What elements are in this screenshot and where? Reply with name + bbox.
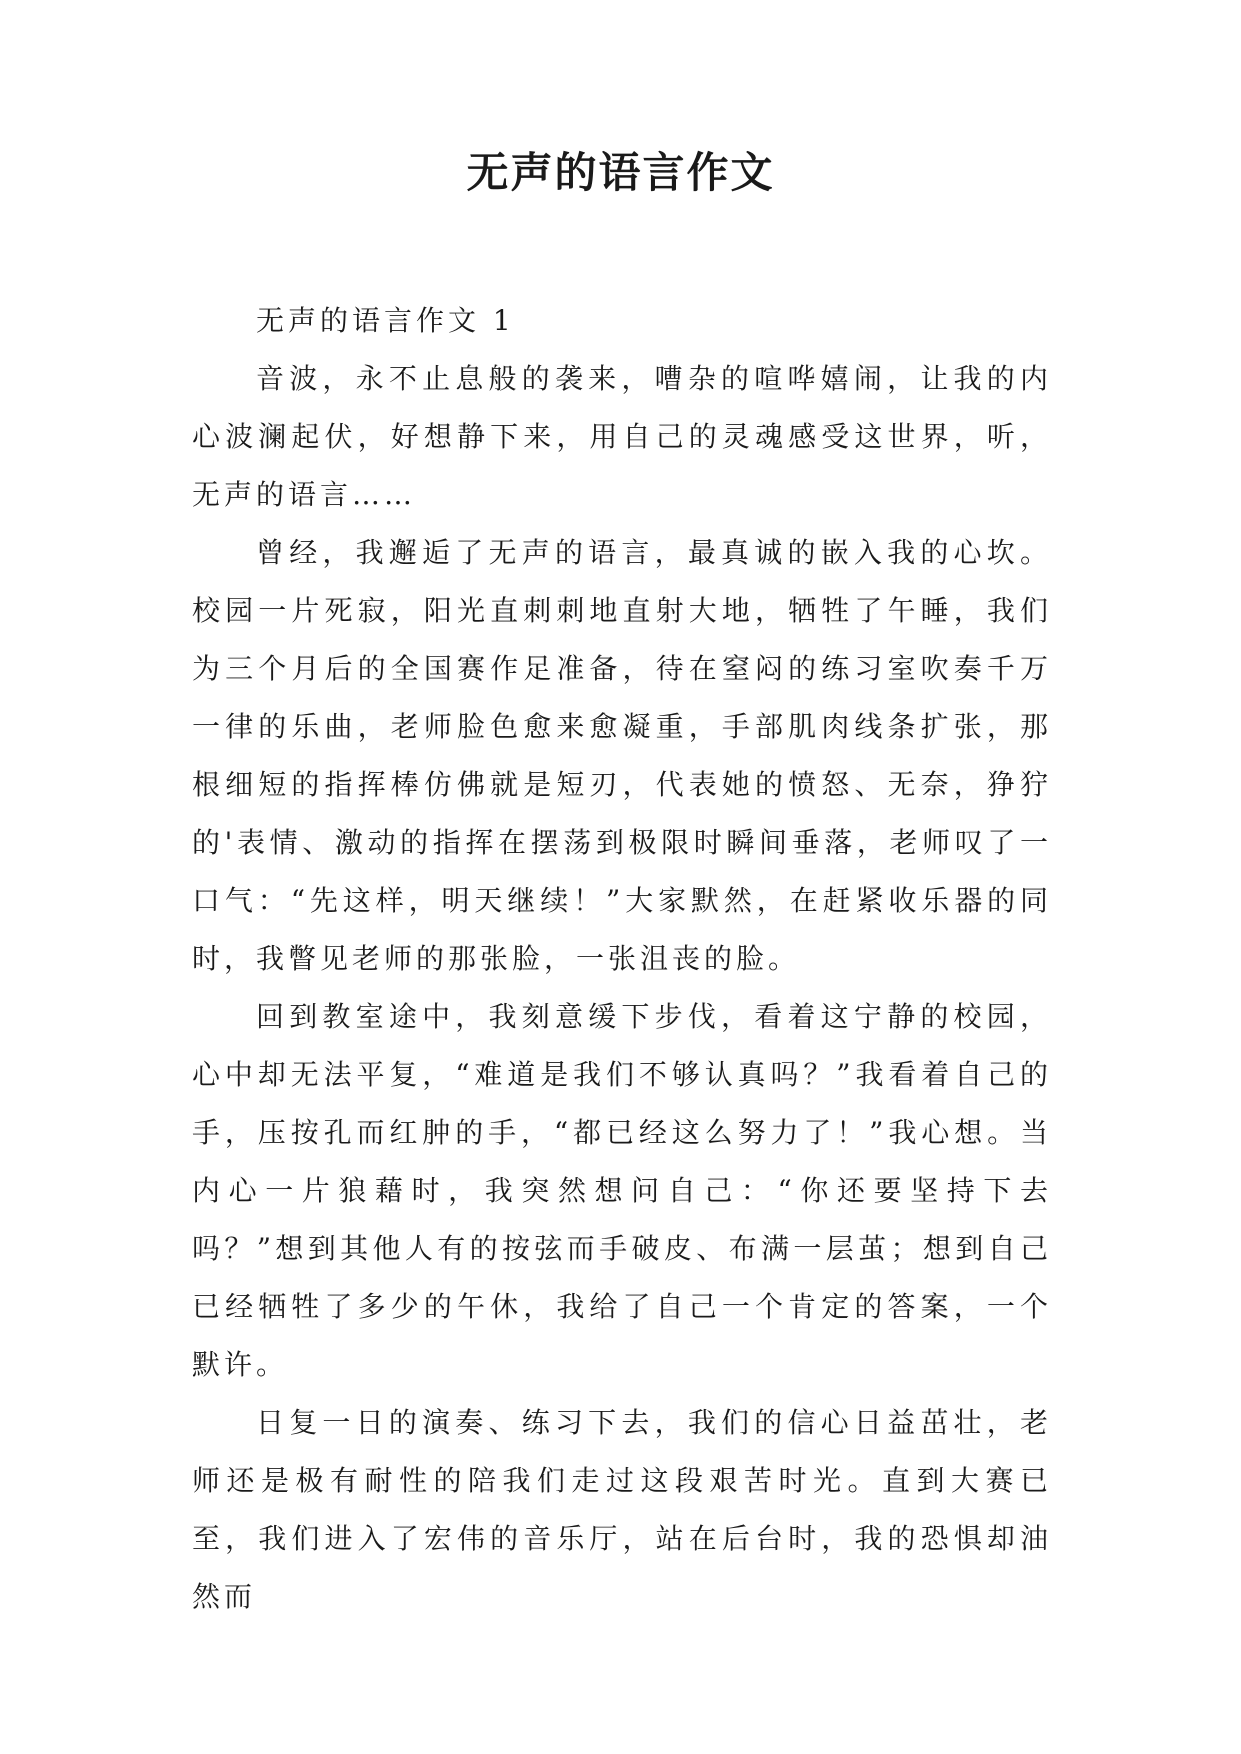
essay-subtitle: 无声的语言作文 1: [256, 304, 515, 337]
document-title: 无声的语言作文: [466, 148, 775, 197]
paragraph-2: 曾经，我邂逅了无声的语言，最真诚的嵌入我的心坎。校园一片死寂，阳光直刺刺地直射大地，牺牲了午睡，我们为三个月后的全国赛作足准备，待在窒闷的练习室吹奏千万一律的乐曲，老师脸色愈来愈凝重，手部肌肉线条扩张，那根细短的指挥棒仿佛就是短刃，代表她的愤怒、无奈，狰狞的'表情、激动的指挥在摆荡到极限时瞬间垂落，老师叹了一口气：“先这样，明天继续！”大家默然，在赶紧收乐器的同时，我瞥见老师的那张脸，一张沮丧的脸。: [192, 536, 1052, 975]
paragraph-4: 日复一日的演奏、练习下去，我们的信心日益茁壮，老师还是极有耐性的陪我们走过这段艰苦时光。直到大赛已至，我们进入了宏伟的音乐厅，站在后台时，我的恐惧却油然而: [192, 1406, 1052, 1613]
paragraph-1: 音波，永不止息般的袭来，嘈杂的喧哗嬉闹，让我的内心波澜起伏，好想静下来，用自己的灵魂感受这世界，听，无声的语言……: [192, 362, 1052, 511]
paragraph-3: 回到教室途中，我刻意缓下步伐，看着这宁静的校园，心中却无法平复，“难道是我们不够认真吗？”我看着自己的手，压按孔而红肿的手，“都已经这么努力了！”我心想。当内心一片狼藉时，我突然想问自己：“你还要坚持下去吗？”想到其他人有的按弦而手破皮、布满一层茧；想到自己已经牺牲了多少的午休，我给了自己一个肯定的答案，一个默许。: [192, 1000, 1052, 1381]
document-body: [192, 292, 1052, 1626]
